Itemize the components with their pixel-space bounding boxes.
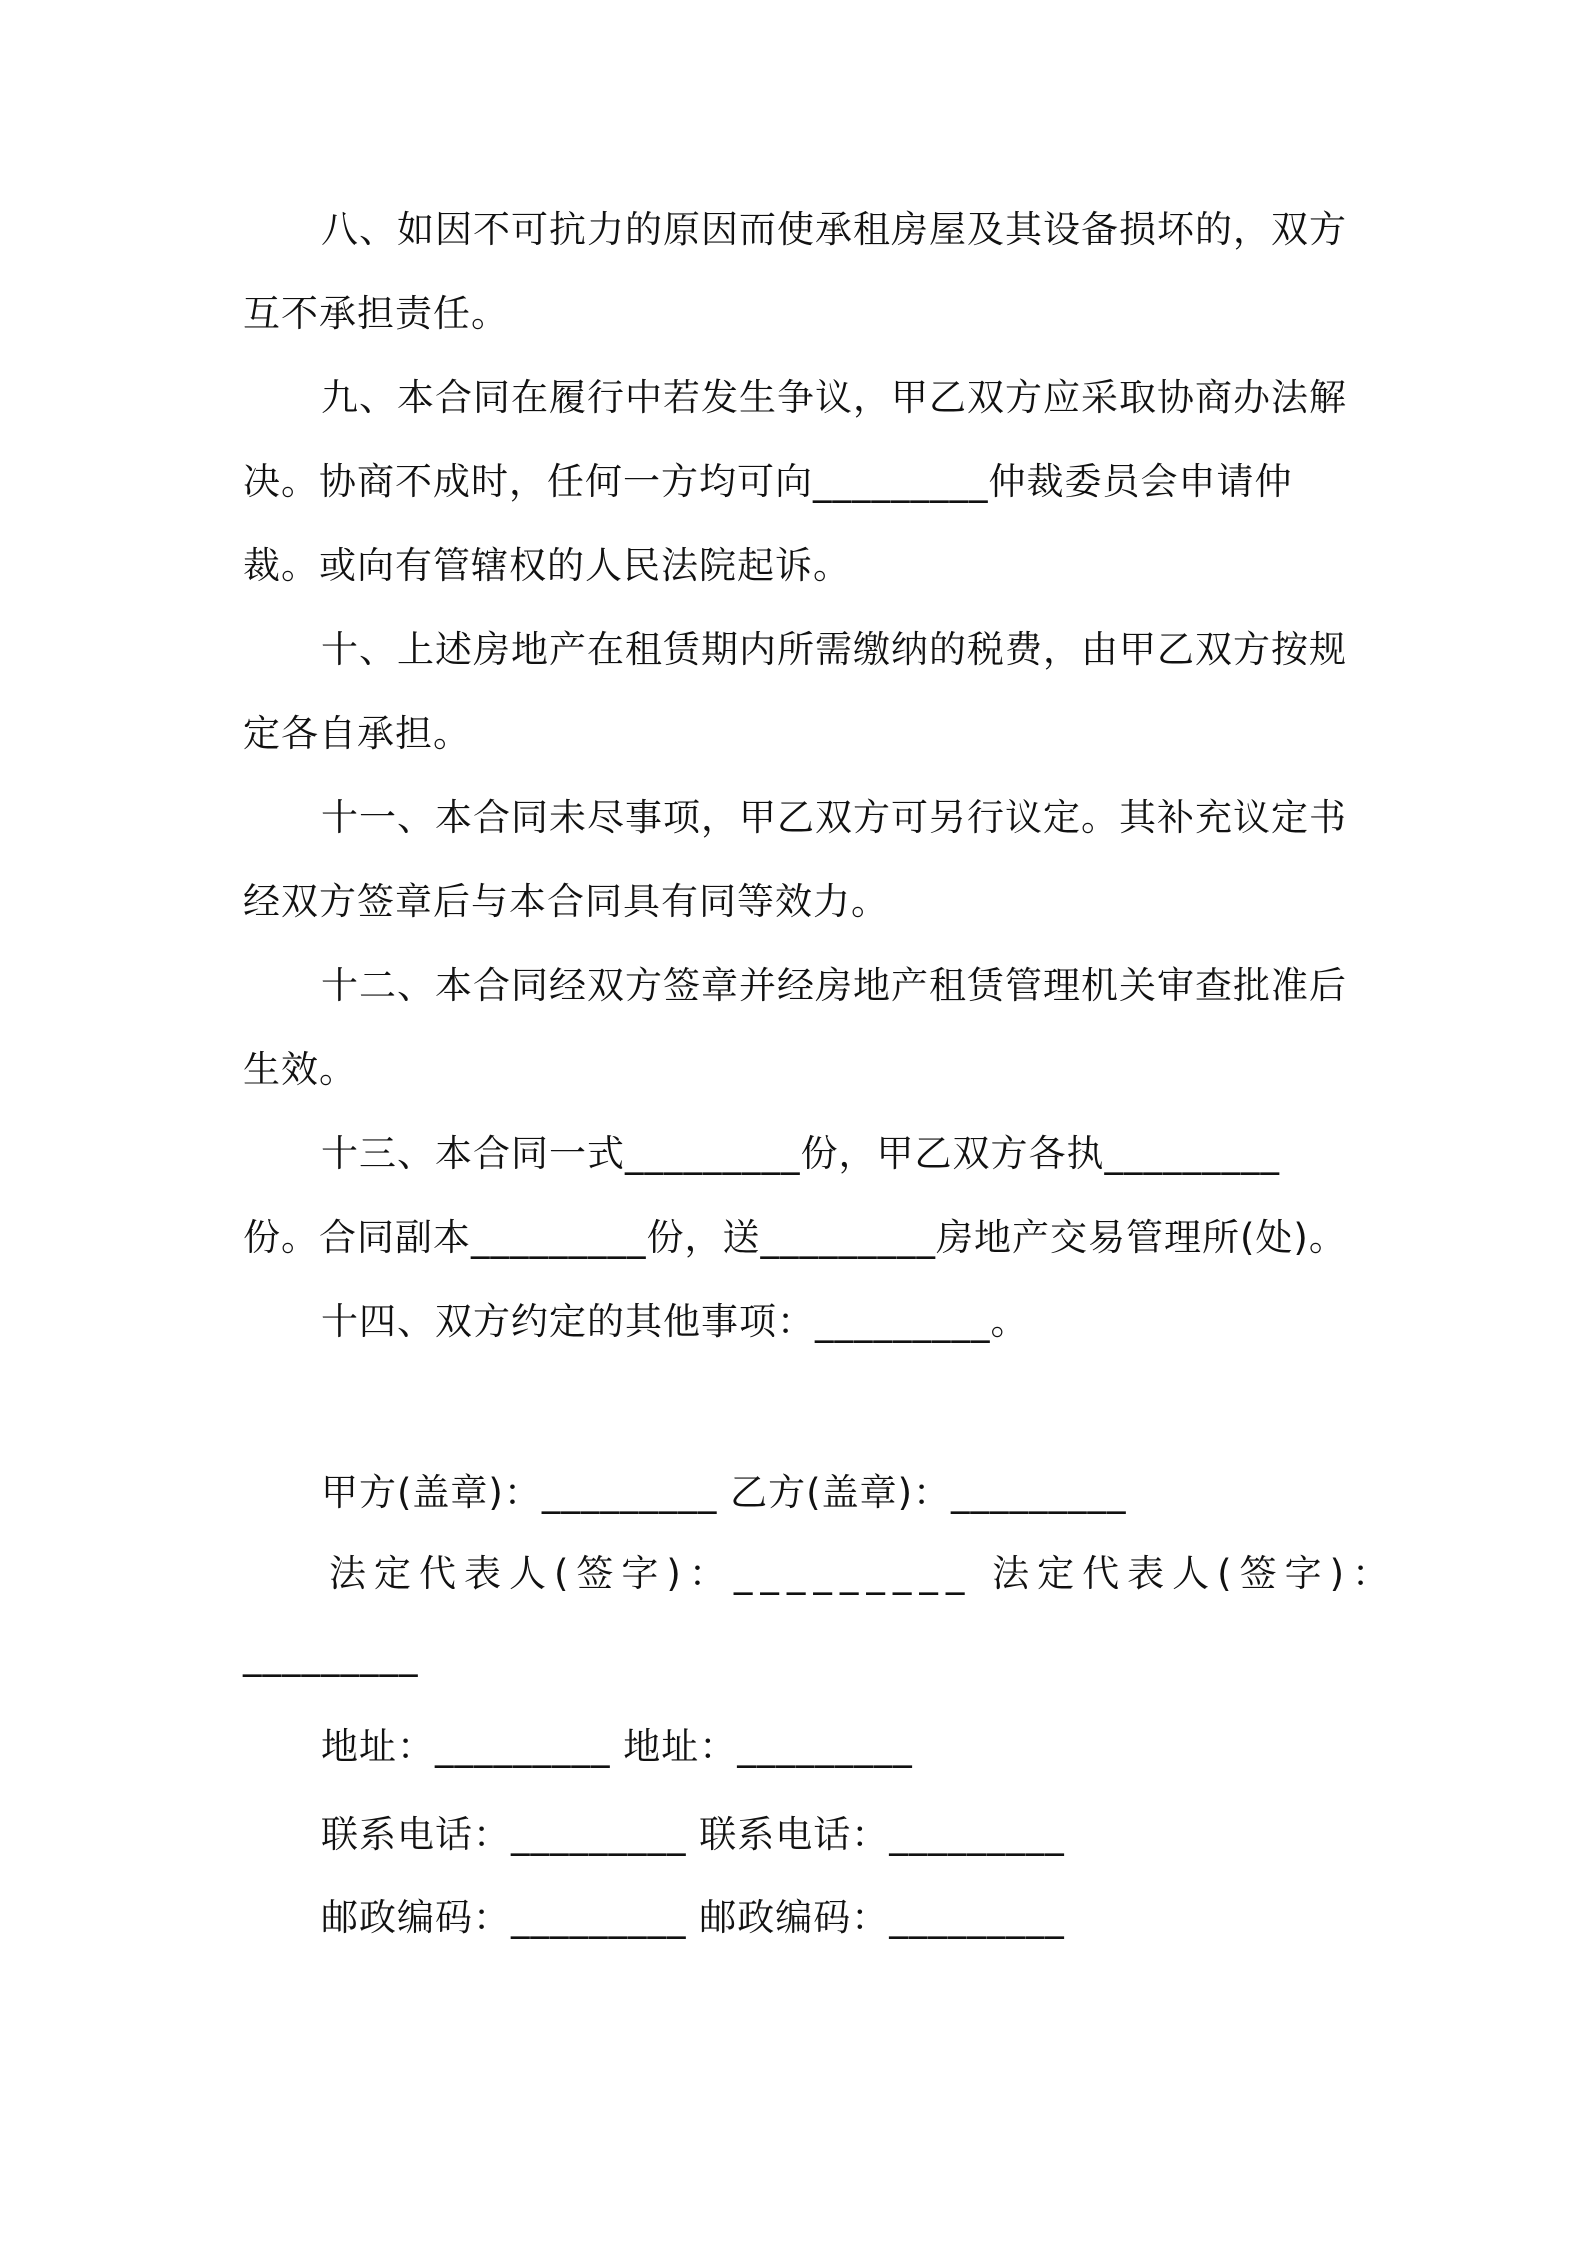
- clause-8: 八、如因不可抗力的原因而使承租房屋及其设备损坏的，双方互不承担责任。: [243, 208, 1347, 335]
- clause-14: 十四、双方约定的其他事项：_________。: [321, 1300, 1029, 1343]
- legal-rep-blank: _________: [243, 1634, 419, 1677]
- address-line: 地址：_________ 地址：_________: [321, 1725, 913, 1768]
- clause-10: 十、上述房地产在租赁期内所需缴纳的税费，由甲乙双方按规定各自承担。: [243, 628, 1347, 755]
- phone-line: 联系电话：_________ 联系电话：_________: [321, 1813, 1065, 1856]
- postcode-line: 邮政编码：_________ 邮政编码：_________: [321, 1896, 1065, 1939]
- clause-11: 十一、本合同未尽事项，甲乙双方可另行议定。其补充议定书经双方签章后与本合同具有同等效力。: [243, 796, 1347, 923]
- legal-rep-line: 法定代表人(签字)：_________ 法定代表人(签字)：: [329, 1552, 1398, 1595]
- clause-9: 九、本合同在履行中若发生争议，甲乙双方应采取协商办法解决。协商不成时，任何一方均可向_________仲裁委员会申请仲裁。或向有管辖权的人民法院起诉。: [243, 376, 1347, 587]
- seal-line: 甲方(盖章)：_________ 乙方(盖章)：_________: [321, 1471, 1127, 1514]
- clause-13: 十三、本合同一式_________份，甲乙双方各执_________份。合同副本_________份，送_________房地产交易管理所(处)。: [243, 1132, 1347, 1259]
- clause-12: 十二、本合同经双方签章并经房地产租赁管理机关审查批准后生效。: [243, 964, 1347, 1091]
- contract-clauses: [243, 188, 1355, 1364]
